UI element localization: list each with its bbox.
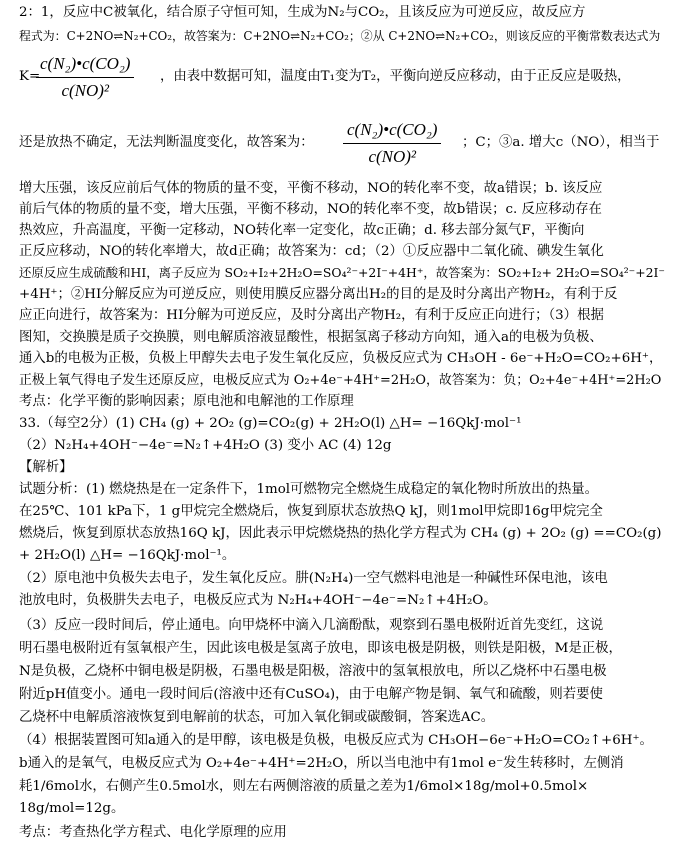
text-line: 2：1，反应中C被氧化，结合原子守恒可知，生成为N₂与CO₂，且该反应为可逆反应，故反应方 — [19, 5, 586, 20]
text-line: 燃烧后，恢复到原状态放热16Q kJ，因此表示甲烷燃烧热的热化学方程式为 CH₄ (g) + 2O₂ (g) ==CO₂(g) — [19, 526, 662, 541]
answer-fraction — [343, 120, 441, 167]
text-line: 热效应，升高温度，平衡一定移动，NO转化率一定变化，故c正确；d. 移去部分氮气F，平衡向 — [19, 223, 585, 238]
fraction-denominator: c(NO)² — [61, 81, 110, 100]
text-line: +4H⁺；②HI分解反应为可逆反应，则使用膜反应器分离出H₂的目的是及时分离出产物H₂，有利于反 — [19, 287, 618, 302]
text-line: （4）根据装置图可知a通入的是甲醇，该电极是负极，电极反应式为 CH₃OH−6e⁻+H₂O=CO₂↑+6H⁺。 — [19, 733, 653, 748]
text-line: 考点：考查热化学方程式、电化学原理的应用 — [19, 825, 287, 840]
text-line: 18g/mol=12g。 — [19, 801, 125, 816]
text-line: N是负极，乙烧杯中铜电极是阴极，石墨电极是阳极，溶液中的氢氧根放电，所以乙烧杯中石墨电极 — [19, 664, 607, 679]
text-line: （3）反应一段时间后，停止通电。向甲烧杯中滴入几滴酚酞，观察到石墨电极附近首先变红，这说 — [19, 618, 604, 633]
text-line: 通入b的电极为正极，负极上甲醇失去电子发生氧化反应，负极反应式为 CH₃OH - 6e⁻+H₂O=CO₂+6H⁺， — [19, 351, 663, 366]
text-line: 增大压强，该反应前后气体的物质的量不变，平衡不移动，NO的转化率不变，故a错误；b. 该反应 — [19, 181, 603, 196]
text-line: + 2H₂O(l) △H= −16QkJ·mol⁻¹。 — [19, 548, 236, 563]
text-line: 试题分析：(1) 燃烧热是在一定条件下，1mol可燃物完全燃烧生成稳定的氧化物时所放出的热量。 — [19, 482, 599, 497]
text-line: 耗1/6mol水，右侧产生0.5mol水，则左右两侧溶液的质量之差为1/6mol×18g/mol+0.5mol× — [19, 779, 589, 794]
text-line: 附近pH值变小。通电一段时间后(溶液中还有CuSO₄)，由于电解产物是铜、氧气和硫酸，则若要使 — [19, 687, 603, 702]
text-line: 正极上氧气得电子发生还原反应，电极反应式为 O₂+4e⁻+4H⁺=2H₂O，故答案为：负；O₂+4e⁻+4H⁺=2H₂O — [19, 373, 662, 388]
text-line: （2）原电池中负极失去电子，发生氧化反应。肼(N₂H₄)一空气燃料电池是一种碱性环保电池，该电 — [19, 571, 608, 586]
text-line: ，由表中数据可知，温度由T₁变为T₂，平衡向逆反应移动，由于正反应是吸热， — [160, 69, 631, 84]
text-line: 程式为：C+2NO⇌N₂+CO₂，故答案为：C+2NO⇌N₂+CO₂；②从 C+2NO⇌N₂+CO₂，则该反应的平衡常数表达式为 — [19, 29, 661, 43]
text-line: 33.（每空2分）(1) CH₄ (g) + 2O₂ (g)=CO₂(g) + 2H₂O(l) △H= −16QkJ·mol⁻¹ — [19, 416, 522, 431]
text-line: 还是放热不确定，无法判断温度变化，故答案为： — [19, 135, 314, 150]
section-heading: 【解析】 — [19, 460, 73, 475]
text-line: 应正向进行，故答案为：HI分解为可逆反应，及时分离出产物H₂，有利于反应正向进行；（3）根据 — [19, 308, 604, 323]
text-line: 考点：化学平衡的影响因素；原电池和电解池的工作原理 — [19, 394, 354, 409]
text-line: 正反应移动，NO的转化率增大，故d正确；故答案为：cd；（2）①反应器中二氧化硫、碘发生氧化 — [19, 244, 604, 259]
fraction-numerator: c(N₂)•c(CO₂) — [36, 54, 134, 78]
text-line: 乙烧杯中电解质溶液恢复到电解前的状态，可加入氧化铜或碳酸铜，答案选AC。 — [19, 710, 495, 725]
equilibrium-constant-fraction — [36, 54, 134, 101]
fraction-denominator: c(NO)² — [368, 147, 417, 166]
text-line: ；C；③a. 增大c（NO），相当于 — [462, 135, 660, 150]
text-line: b通入的是氧气，电极反应式为 O₂+4e⁻+4H⁺=2H₂O，所以当电池中有1mol e⁻发生转移时，左侧消 — [19, 756, 624, 771]
text-line: 明石墨电极附近有氢氧根产生，因此该电极是氢离子放电，即该电极是阴极，则铁是阳极，M是正极， — [19, 641, 622, 656]
text-line: 池放电时，负极肼失去电子，电极反应式为 N₂H₄+4OH⁻−4e⁻=N₂↑+4H₂O。 — [19, 593, 497, 608]
equilibrium-constant-label: K= — [19, 69, 41, 84]
text-line: 图知，交换膜是质子交换膜，则电解质溶液显酸性，根据氢离子移动方向知，通入a的电极为负极、 — [19, 330, 603, 345]
text-line: 前后气体的物质的量不变，增大压强，平衡不移动，NO的转化率不变，故b错误；c. 反应移动存在 — [19, 202, 602, 217]
text-line: （2）N₂H₄+4OH⁻−4e⁻=N₂↑+4H₂O (3) 变小 AC (4) 12g — [19, 438, 392, 453]
text-line: 在25℃、101 kPa下，1 g甲烷完全燃烧后，恢复到原状态放热Q kJ，则1mol甲烷即16g甲烷完全 — [19, 504, 603, 519]
text-line: 还原反应生成硫酸和HI，离子反应为 SO₂+I₂+2H₂O=SO₄²⁻+2I⁻+4H⁺，故答案为：SO₂+I₂+ 2H₂O=SO₄²⁻+2I⁻ — [19, 265, 665, 280]
fraction-numerator: c(N₂)•c(CO₂) — [343, 120, 441, 144]
